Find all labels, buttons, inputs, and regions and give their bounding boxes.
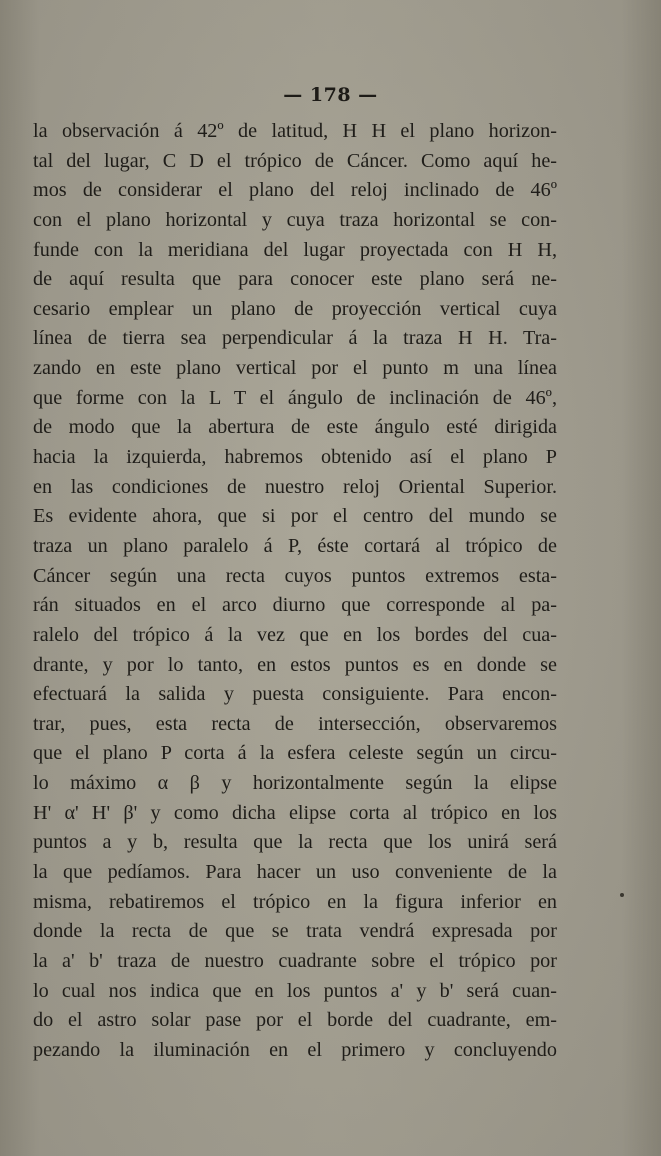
text-line: mos de considerar el plano del reloj inclinado de 46º (33, 179, 557, 202)
text-line: funde con la meridiana del lugar proyectada con H H, (33, 238, 557, 261)
text-line: en las condiciones de nuestro reloj Oriental Superior. (33, 475, 557, 498)
text-line: que el plano P corta á la esfera celeste según un circu- (33, 742, 557, 765)
text-line: línea de tierra sea perpendicular á la traza H H. Tra- (33, 327, 557, 350)
text-line: hacia la izquierda, habremos obtenido así el plano P (33, 446, 557, 469)
text-line: cesario emplear un plano de proyección vertical cuya (33, 297, 557, 320)
page-number: — 178 — (283, 84, 378, 106)
text-line: ralelo del trópico á la vez que en los bordes del cua- (33, 623, 557, 646)
margin-speck (620, 893, 624, 897)
text-line: do el astro solar pase por el borde del cuadrante, em- (33, 1009, 557, 1032)
text-line: Es evidente ahora, que si por el centro del mundo se (33, 505, 557, 528)
text-line: la a' b' traza de nuestro cuadrante sobre el trópico por (33, 949, 557, 972)
text-line: puntos a y b, resulta que la recta que los unirá será (33, 831, 557, 854)
text-line: la que pedíamos. Para hacer un uso conveniente de la (33, 861, 557, 884)
text-line: que forme con la L T el ángulo de inclinación de 46º, (33, 386, 557, 409)
text-line: zando en este plano vertical por el punto m una línea (33, 357, 557, 380)
text-line: tal del lugar, C D el trópico de Cáncer. Como aquí he- (33, 149, 557, 172)
text-line: H' α' H' β' y como dicha elipse corta al trópico en los (33, 801, 557, 824)
text-line: drante, y por lo tanto, en estos puntos es en donde se (33, 653, 557, 676)
text-line: traza un plano paralelo á P, éste cortará al trópico de (33, 534, 557, 557)
text-line: la observación á 42º de latitud, H H el plano horizon- (33, 120, 557, 142)
text-line: efectuará la salida y puesta consiguiente. Para encon- (33, 683, 557, 706)
text-line: rán situados en el arco diurno que corresponde al pa- (33, 594, 557, 617)
text-line: lo máximo α β y horizontalmente según la elipse (33, 772, 557, 795)
text-line: misma, rebatiremos el trópico en la figura inferior en (33, 890, 557, 913)
text-line: Cáncer según una recta cuyos puntos extremos esta- (33, 564, 557, 587)
text-line: pezando la iluminación en el primero y concluyendo (33, 1038, 557, 1061)
text-line: de modo que la abertura de este ángulo esté dirigida (33, 416, 557, 439)
text-line: lo cual nos indica que en los puntos a' y b' será cuan- (33, 979, 557, 1002)
body-text (33, 117, 557, 1066)
text-line: con el plano horizontal y cuya traza horizontal se con- (33, 208, 557, 231)
text-line: trar, pues, esta recta de intersección, observaremos (33, 712, 557, 735)
text-line: donde la recta de que se trata vendrá expresada por (33, 920, 557, 943)
text-line: de aquí resulta que para conocer este plano será ne- (33, 268, 557, 291)
